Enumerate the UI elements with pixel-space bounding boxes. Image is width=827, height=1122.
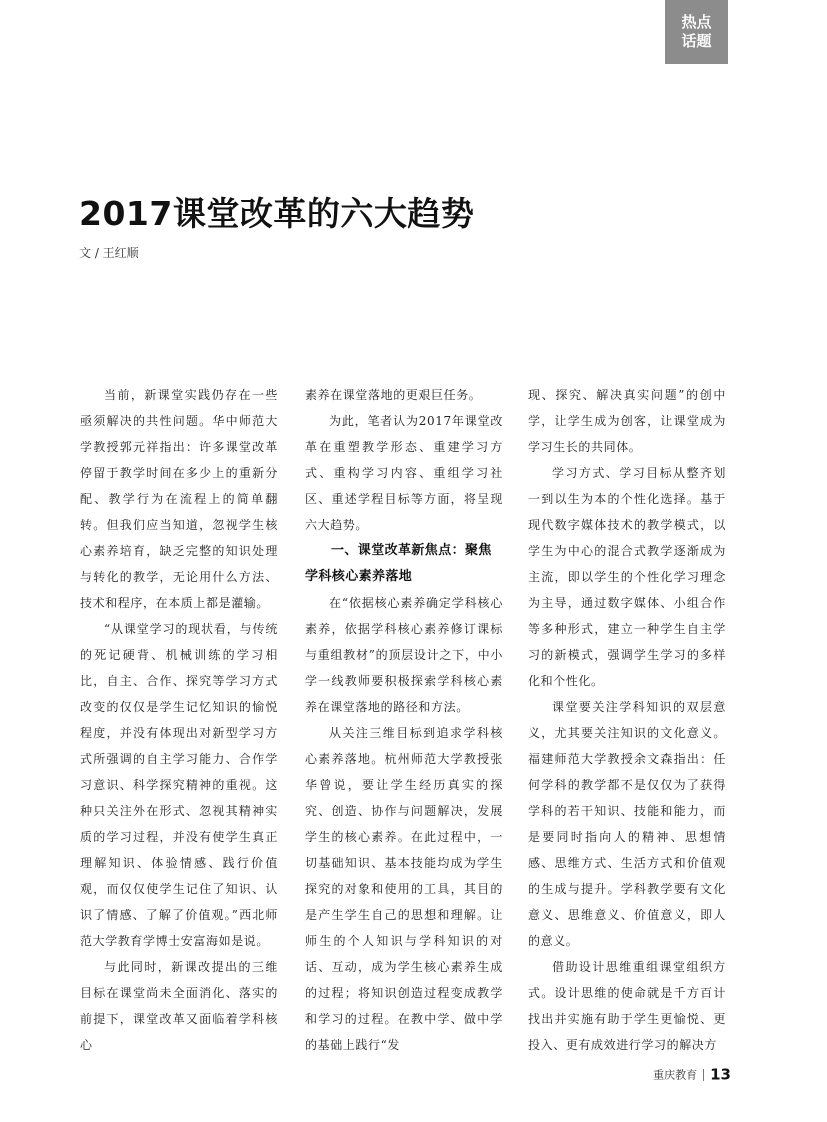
section-heading: 一、课堂改革新焦点：聚焦学科核心素养落地: [305, 543, 492, 584]
publication-name: 重庆教育: [653, 1068, 698, 1082]
section-tab: [665, 0, 728, 64]
section-tab-line2: 话题: [681, 32, 712, 50]
paragraph: 借助设计思维重组课堂组织方式。设计思维的使命就是千方百计找出并实施有助于学生更愉悦、更投入、更有成效进行学习的解决方: [528, 960, 726, 1052]
paragraph: 课堂要关注学科知识的双层意义，尤其要关注知识的文化意义。福建师范大学教授余文森指出：任何学科的教学都不是仅仅为了获得学科的若干知识、技能和能力，而是要同时指向人的精神、思想情感、思维方式、生活方式和价值观的生成与提升。学科教学要有文化意义、思维意义、价值意义，即人的意义。: [528, 700, 726, 948]
paragraph: 为此，笔者认为2017年课堂改革在重塑教学形态、重建学习方式、重构学习内容、重组学习社区、重述学程目标等方面，将呈现六大趋势。: [305, 414, 503, 532]
text-column-3: [528, 382, 726, 1058]
article-author: 文 / 王红顺: [79, 246, 139, 260]
paragraph: 从关注三维目标到追求学科核心素养落地。杭州师范大学教授张华曾说，要让学生经历真实的探究、创造、协作与问题解决，发展学生的核心素养。在此过程中，一切基础知识、基本技能均成为学生探究的对象和使用的工具，其目的是产生学生自己的思想和理解。让师生的个人知识与学科知识的对话、互动，成为学生核心素养生成的过程；将知识创造过程变成教学和学习的过程。在教中学、做中学的基础上践行“发: [305, 726, 503, 1052]
page-footer: [653, 1064, 731, 1084]
text-column-2: [305, 382, 503, 1058]
text-column-1: [80, 382, 278, 1058]
article-title: 2017课堂改革的六大趋势: [79, 194, 475, 233]
paragraph: 与此同时，新课改提出的三维目标在课堂尚未全面消化、落实的前提下，课堂改革又面临着学科核心: [80, 960, 278, 1052]
paragraph: “从课堂学习的现状看，与传统的死记硬背、机械训练的学习相比，自主、合作、探究等学习方式改变的仅仅是学生记忆知识的愉悦程度，并没有体现出对新型学习方式所强调的自主学习能力、合作学习意识、科学探究精神的重视。这种只关注外在形式、忽视其精神实质的学习过程，并没有使学生真正理解知识、体验情感、践行价值观，而仅仅使学生记住了知识、认识了情感、了解了价值观。”西北师范大学教育学博士安富海如是说。: [80, 622, 278, 948]
paragraph: 在“依据核心素养确定学科核心素养，依据学科核心素养修订课标与重组教材”的顶层设计之下，中小学一线教师要积极探索学科核心素养在课堂落地的路径和方法。: [305, 596, 503, 714]
paragraph: 素养在课堂落地的更艰巨任务。: [305, 388, 482, 402]
page-number: 13: [710, 1065, 731, 1084]
paragraph: 学习方式、学习目标从整齐划一到以生为本的个性化选择。基于现代数字媒体技术的教学模式，以学生为中心的混合式教学逐渐成为主流，即以学生的个性化学习理念为主导，通过数字媒体、小组合作等多种形式，建立一种学生自主学习的新模式，强调学生学习的多样化和个性化。: [528, 466, 726, 688]
paragraph: 当前，新课堂实践仍存在一些亟须解决的共性问题。华中师范大学教授郭元祥指出：许多课堂改革停留于教学时间在多少上的重新分配、教学行为在流程上的简单翻转。但我们应当知道，忽视学生核心素养培育，缺乏完整的知识处理与转化的教学，无论用什么方法、技术和程序，在本质上都是灌输。: [80, 388, 278, 610]
footer-divider: [703, 1069, 704, 1081]
paragraph: 现、探究、解决真实问题”的创中学，让学生成为创客，让课堂成为学习生长的共同体。: [528, 388, 726, 454]
section-tab-line1: 热点: [681, 13, 712, 31]
